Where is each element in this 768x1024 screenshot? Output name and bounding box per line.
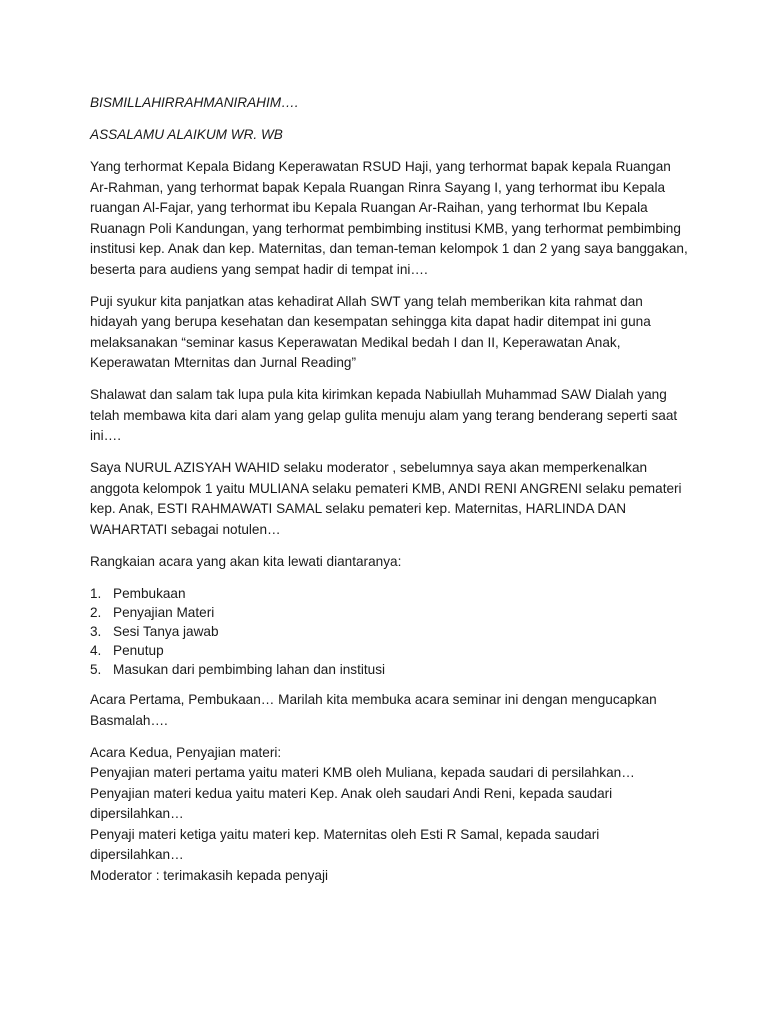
first-event-paragraph: Acara Pertama, Pembukaan… Marilah kita membuka acara seminar ini dengan mengucapkan Basmalah…. <box>90 692 657 728</box>
list-number: 4. <box>90 642 102 658</box>
second-event-section <box>90 743 690 887</box>
introduction-paragraph: Saya NURUL AZISYAH WAHID selaku moderator , sebelumnya saya akan memperkenalkan anggota kelompok 1 yaitu MULIANA selaku pemateri KMB, ANDI RENI ANGRENI selaku pemateri kep. Anak, ESTI RAHMAWATI SAMAL selaku pemateri kep. Maternitas, HARLINDA DAN WAHARTATI sebagai notulen… <box>90 460 682 537</box>
list-text: Penyajian Materi <box>113 604 215 620</box>
list-text: Masukan dari pembimbing lahan dan institusi <box>113 661 386 677</box>
agenda-list <box>90 584 690 679</box>
list-item <box>90 660 690 679</box>
greeting-paragraph: Yang terhormat Kepala Bidang Keperawatan RSUD Haji, yang terhormat bapak kepala Ruangan Ar-Rahman, yang terhormat bapak Kepala Ruangan Rinra Sayang I, yang terhormat ibu Kepala ruangan Al-Fajar, yang terhormat ibu Kepala Ruangan Ar-Raihan, yang terhormat Ibu Kepala Ruanagn Poli Kandungan, yang terhormat pembimbing institusi KMB, yang terhormat pembimbing institusi kep. Anak dan kep. Maternitas, dan teman-teman kelompok 1 dan 2 yang saya banggakan, beserta para audiens yang sempat hadir di tempat ini…. <box>90 159 688 277</box>
list-item <box>90 584 690 603</box>
opening-salutation: BISMILLAHIRRAHMANIRAHIM…. <box>90 95 299 110</box>
moderator-line: Moderator : terimakasih kepada penyaji <box>90 867 329 883</box>
list-text: Pembukaan <box>113 585 186 601</box>
second-event-heading: Acara Kedua, Penyajian materi: <box>90 744 282 760</box>
document-body <box>90 93 690 886</box>
list-number: 3. <box>90 623 102 639</box>
gratitude-paragraph: Puji syukur kita panjatkan atas kehadirat Allah SWT yang telah memberikan kita rahmat dan hidayah yang berupa kesehatan dan kesempatan sehingga kita dapat hadir ditempat ini guna melaksanakan “seminar kasus Keperawatan Medikal bedah I dan II, Keperawatan Anak, Keperawatan Mternitas dan Jurnal Reading” <box>90 293 651 370</box>
shalawat-paragraph: Shalawat dan salam tak lupa pula kita kirimkan kepada Nabiullah Muhammad SAW Dialah yang telah membawa kita dari alam yang gelap gulita menuju alam yang terang benderang seperti saat ini…. <box>90 387 678 443</box>
greeting-salutation: ASSALAMU ALAIKUM WR. WB <box>90 127 283 142</box>
list-item <box>90 603 690 622</box>
presentation-line-3: Penyaji materi ketiga yaitu materi kep. Maternitas oleh Esti R Samal, kepada saudari dipersilahkan… <box>90 826 600 862</box>
list-number: 1. <box>90 585 102 601</box>
list-item <box>90 622 690 641</box>
agenda-intro: Rangkaian acara yang akan kita lewati diantaranya: <box>90 553 402 569</box>
list-number: 2. <box>90 604 102 620</box>
presentation-line-1: Penyajian materi pertama yaitu materi KMB oleh Muliana, kepada saudari di persilahkan… <box>90 765 635 780</box>
list-text: Penutup <box>113 642 164 658</box>
list-number: 5. <box>90 661 102 677</box>
list-text: Sesi Tanya jawab <box>113 623 219 639</box>
list-item <box>90 641 690 660</box>
presentation-line-2: Penyajian materi kedua yaitu materi Kep. Anak oleh saudari Andi Reni, kepada saudari dipersilahkan… <box>90 785 613 821</box>
